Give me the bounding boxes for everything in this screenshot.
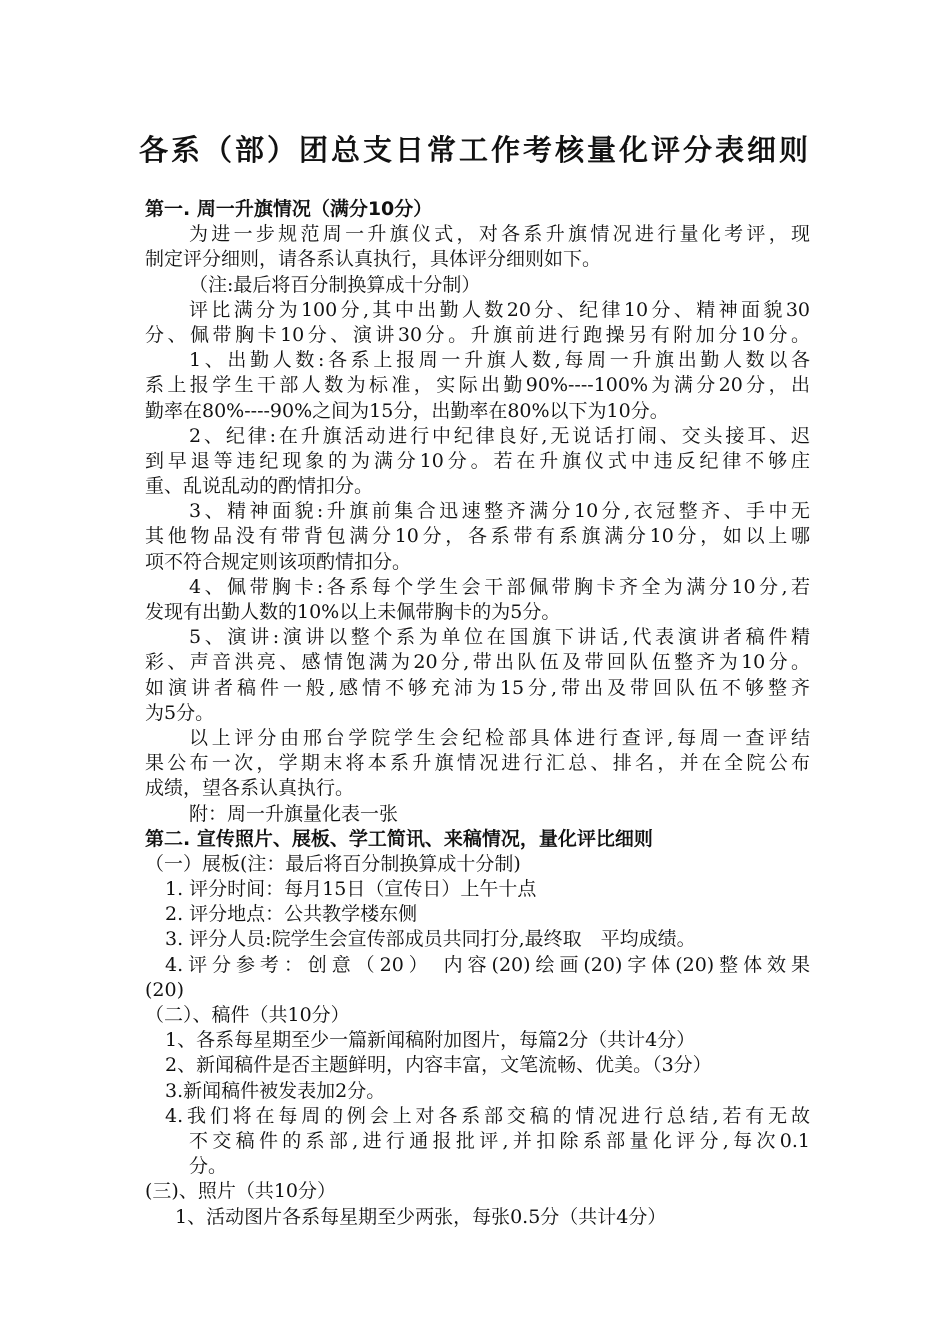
paragraph-line: 项不符合规定则该项酌情扣分。 bbox=[145, 550, 412, 573]
paragraph-line: 到早退等违纪现象的为满分10分。若在升旗仪式中违反纪律不够庄 bbox=[145, 449, 810, 472]
paragraph-line: 成绩，望各系认真执行。 bbox=[145, 777, 355, 800]
list-item: 3.新闻稿件被发表加2分。 bbox=[165, 1079, 386, 1102]
list-item: 2、新闻稿件是否主题鲜明，内容丰富，文笔流畅、优美。（3分） bbox=[165, 1054, 712, 1077]
paragraph-line: 制定评分细则，请各系认真执行，具体评分细则如下。 bbox=[145, 248, 602, 271]
paragraph-line: 评比满分为100分,其中出勤人数20分、纪律10分、精神面貌30 bbox=[189, 298, 810, 321]
list-item: 2. 评分地点：公共教学楼东侧 bbox=[165, 903, 418, 926]
attachment-note: 附：周一升旗量化表一张 bbox=[189, 802, 399, 825]
paragraph-line: 其他物品没有带背包满分10分，各系带有系旗满分10分，如以上哪 bbox=[145, 525, 810, 548]
list-item: 4.我们将在每周的例会上对各系部交稿的情况进行总结,若有无故 bbox=[165, 1104, 810, 1127]
paragraph-line: 为5分。 bbox=[145, 701, 215, 724]
paragraph-line: 以上评分由邢台学院学生会纪检部具体进行查评,每周一查评结 bbox=[189, 726, 810, 749]
paragraph-line: 5、演讲:演讲以整个系为单位在国旗下讲话,代表演讲者稿件精 bbox=[189, 626, 810, 649]
section-heading-2: 第二. 宣传照片、展板、学工简讯、来稿情况，量化评比细则 bbox=[145, 827, 653, 850]
paragraph-line: 勤率在80%----90%之间为15分，出勤率在80%以下为10分。 bbox=[145, 399, 669, 422]
list-item: 3. 评分人员:院学生会宣传部成员共同打分,最终取 平均成绩。 bbox=[165, 928, 696, 951]
list-item-continuation: 不交稿件的系部,进行通报批评,并扣除系部量化评分,每次0.1 bbox=[189, 1129, 810, 1152]
paragraph-line: 1、出勤人数:各系上报周一升旗人数,每周一升旗出勤人数以各 bbox=[189, 349, 810, 372]
paragraph-line: 4、佩带胸卡:各系每个学生会干部佩带胸卡齐全为满分10分,若 bbox=[189, 575, 810, 598]
list-item: 1、各系每星期至少一篇新闻稿附加图片，每篇2分（共计4分） bbox=[165, 1029, 696, 1052]
subsection-heading: (三)、照片（共10分） bbox=[145, 1180, 337, 1203]
paragraph-line: 彩、声音洪亮、感情饱满为20分,带出队伍及带回队伍整齐为10分。 bbox=[145, 651, 810, 674]
list-item-continuation: (20) bbox=[145, 978, 185, 1001]
list-item: 1. 评分时间：每月15日（宣传日）上午十点 bbox=[165, 878, 537, 901]
subsection-heading: （一）展板(注：最后将百分制换算成十分制) bbox=[145, 852, 521, 875]
paragraph-line: 3、精神面貌:升旗前集合迅速整齐满分10分,衣冠整齐、手中无 bbox=[189, 500, 810, 523]
paragraph-line: 重、乱说乱动的酌情扣分。 bbox=[145, 475, 374, 498]
paragraph-line: 果公布一次，学期末将本系升旗情况进行汇总、排名，并在全院公布 bbox=[145, 752, 810, 775]
paragraph-line: 为进一步规范周一升旗仪式，对各系升旗情况进行量化考评，现 bbox=[189, 223, 810, 246]
section-heading-1: 第一. 周一升旗情况（满分10分） bbox=[145, 198, 433, 220]
paragraph-line: 发现有出勤人数的10%以上未佩带胸卡的为5分。 bbox=[145, 601, 561, 623]
paragraph-line: 2、纪律:在升旗活动进行中纪律良好,无说话打闹、交头接耳、迟 bbox=[189, 424, 810, 447]
paragraph-line: 如演讲者稿件一般,感情不够充沛为15分,带出及带回队伍不够整齐 bbox=[145, 676, 810, 699]
document-body bbox=[145, 197, 810, 1230]
list-item: 4.评分参考：创意（20） 内容(20)绘画(20)字体(20)整体效果 bbox=[165, 953, 810, 976]
list-item: 1、活动图片各系每星期至少两张，每张0.5分（共计4分） bbox=[175, 1205, 667, 1228]
document-title: 各系（部）团总支日常工作考核量化评分表细则 bbox=[138, 133, 811, 167]
paragraph-line: 分、佩带胸卡10分、演讲30分。升旗前进行跑操另有附加分10分。 bbox=[145, 323, 810, 346]
subsection-heading: （二）、稿件（共10分） bbox=[145, 1004, 350, 1026]
note-line: （注:最后将百分制换算成十分制） bbox=[189, 273, 481, 296]
paragraph-line: 系上报学生干部人数为标准，实际出勤90%----100%为满分20分，出 bbox=[145, 374, 810, 397]
list-item-continuation: 分。 bbox=[189, 1155, 228, 1178]
